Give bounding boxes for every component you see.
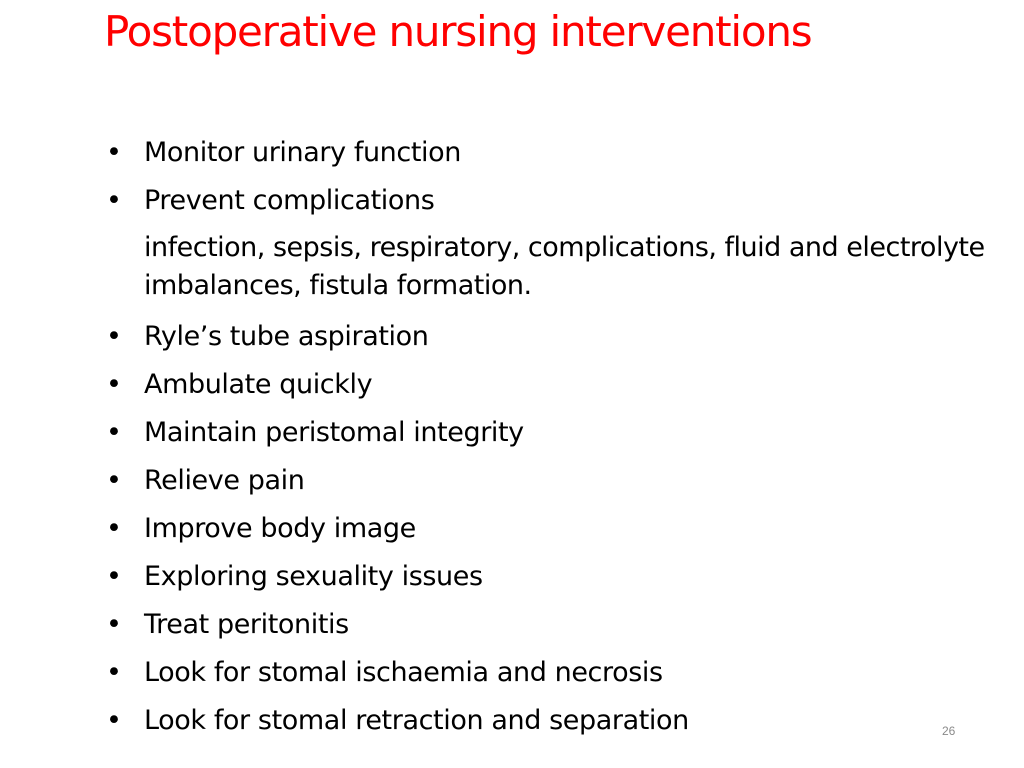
bullet-list	[100, 131, 1010, 747]
list-item-text: Maintain peristomal integrity	[144, 417, 524, 448]
list-item-text: Treat peritonitis	[144, 609, 349, 640]
list-item-monitor-urinary-function	[100, 131, 1010, 179]
list-item-ryles-tube-aspiration	[100, 315, 1010, 363]
list-item-treat-peritonitis	[100, 603, 1010, 651]
list-item-text: Look for stomal ischaemia and necrosis	[144, 657, 663, 688]
list-item-text: Ryle’s tube aspiration	[144, 321, 429, 352]
bullet-icon: •	[106, 137, 122, 168]
bullet-icon: •	[106, 321, 122, 352]
list-item-stomal-retraction	[100, 699, 1010, 747]
list-item-text: Exploring sexuality issues	[144, 561, 483, 592]
list-item-text: Look for stomal retraction and separation	[144, 705, 689, 736]
list-item-text: Relieve pain	[144, 465, 305, 496]
list-item-ambulate-quickly	[100, 363, 1010, 411]
list-item-text: Ambulate quickly	[144, 369, 373, 400]
bullet-icon: •	[106, 609, 122, 640]
bullet-icon: •	[106, 705, 122, 736]
bullet-icon: •	[106, 561, 122, 592]
bullet-icon: •	[106, 369, 122, 400]
list-item-text: Monitor urinary function	[144, 137, 461, 168]
slide-title: Postoperative nursing interventions	[104, 7, 812, 56]
list-item-text: Prevent complications	[144, 185, 435, 216]
list-item-relieve-pain	[100, 459, 1010, 507]
bullet-icon: •	[106, 657, 122, 688]
list-item-peristomal-integrity	[100, 411, 1010, 459]
list-item-text: Improve body image	[144, 513, 416, 544]
bullet-icon: •	[106, 417, 122, 448]
bullet-icon: •	[106, 465, 122, 496]
page-number: 26	[942, 724, 956, 738]
list-item-prevent-complications	[100, 179, 1010, 227]
list-item-stomal-ischaemia	[100, 651, 1010, 699]
list-item-improve-body-image	[100, 507, 1010, 555]
bullet-icon: •	[106, 185, 122, 216]
bullet-icon: •	[106, 513, 122, 544]
complications-detail-text: infection, sepsis, respiratory, complications, fluid and electrolyte imbalances, fistula formation.	[144, 232, 985, 301]
list-item-sexuality-issues	[100, 555, 1010, 603]
